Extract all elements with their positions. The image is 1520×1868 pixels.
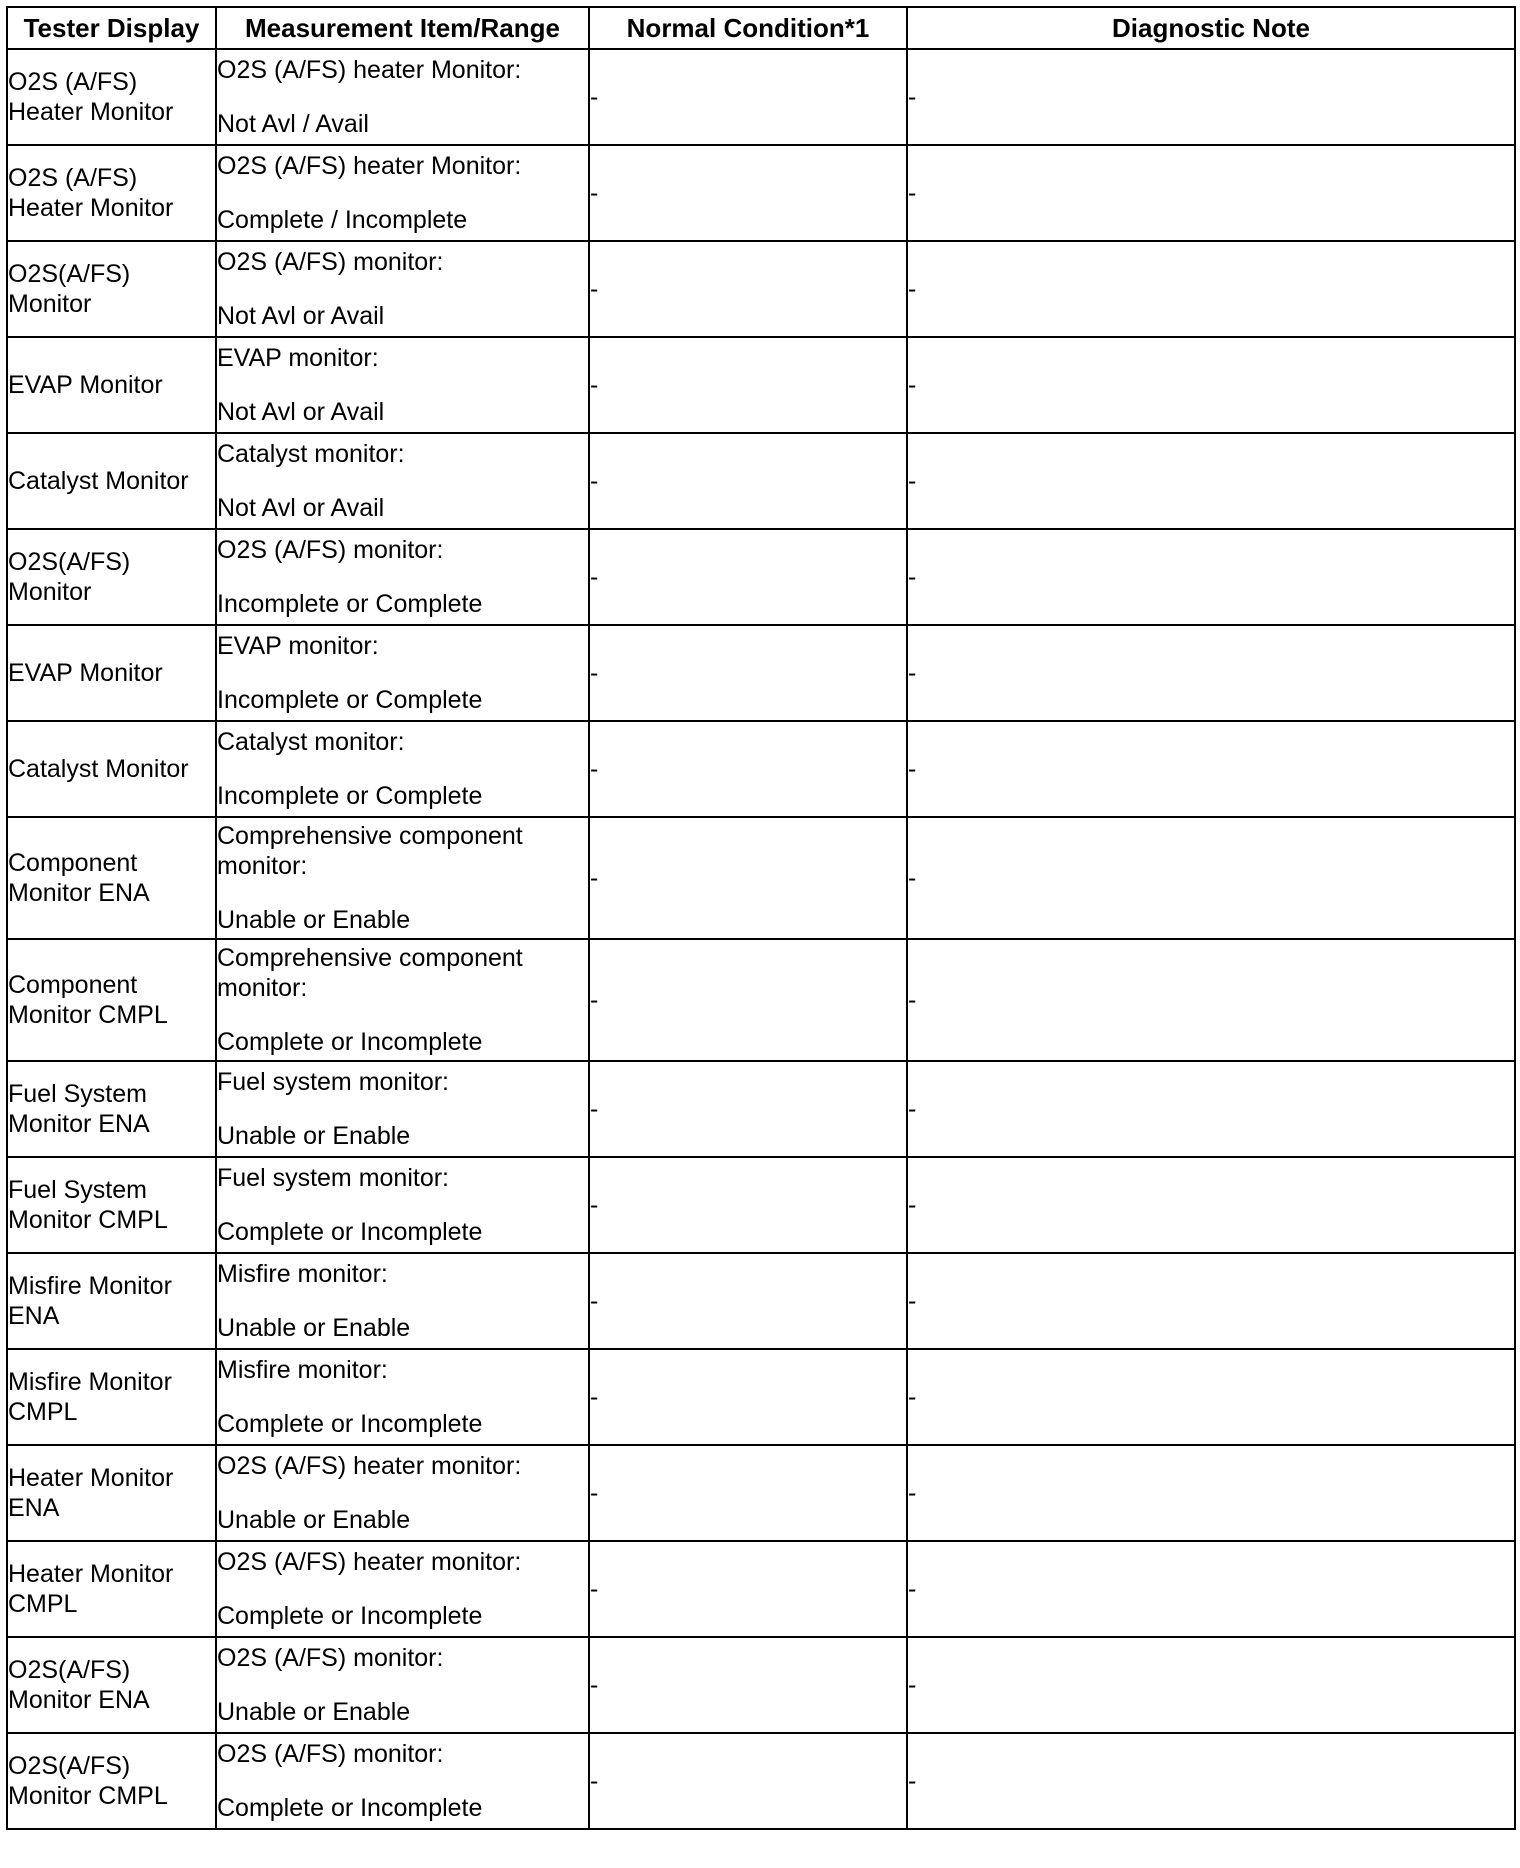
table-row (7, 1157, 1515, 1253)
table-row (7, 1637, 1515, 1733)
measurement-range: Not Avl or Avail (217, 302, 385, 330)
cell-normal-condition: - (589, 529, 907, 625)
cell-diagnostic-note: - (907, 337, 1515, 433)
cell-measurement-item (216, 529, 589, 625)
cell-tester-display (7, 625, 216, 721)
cell-diagnostic-note: - (907, 1445, 1515, 1541)
cell-normal-condition: - (589, 625, 907, 721)
table-row (7, 625, 1515, 721)
cell-normal-condition: - (589, 1349, 907, 1445)
cell-diagnostic-note: - (907, 433, 1515, 529)
tester-display-text: O2S (A/FS) Heater Monitor (8, 164, 174, 222)
cell-diagnostic-note: - (907, 1349, 1515, 1445)
cell-normal-condition: - (589, 49, 907, 145)
cell-tester-display (7, 1637, 216, 1733)
cell-tester-display (7, 939, 216, 1061)
cell-normal-condition: - (589, 939, 907, 1061)
cell-measurement-item (216, 1637, 589, 1733)
measurement-item-label: Catalyst monitor: (217, 728, 405, 756)
measurement-item-label: O2S (A/FS) heater Monitor: (217, 56, 522, 84)
cell-measurement-item (216, 1157, 589, 1253)
table-row (7, 337, 1515, 433)
table-row (7, 1541, 1515, 1637)
cell-measurement-item (216, 817, 589, 939)
cell-normal-condition: - (589, 1637, 907, 1733)
cell-diagnostic-note: - (907, 625, 1515, 721)
cell-normal-condition: - (589, 817, 907, 939)
cell-normal-condition: - (589, 1157, 907, 1253)
cell-diagnostic-note: - (907, 1061, 1515, 1157)
cell-normal-condition: - (589, 337, 907, 433)
diagnostic-table-container (6, 6, 1514, 1830)
cell-measurement-item (216, 145, 589, 241)
table-row (7, 529, 1515, 625)
table-row (7, 939, 1515, 1061)
tester-display-text: Misfire Monitor CMPL (8, 1368, 172, 1426)
measurement-range: Complete / Incomplete (217, 206, 468, 234)
cell-diagnostic-note: - (907, 529, 1515, 625)
tester-display-text: Fuel System Monitor ENA (8, 1080, 150, 1138)
header-measurement-item-range: Measurement Item/Range (216, 7, 589, 49)
cell-measurement-item (216, 1349, 589, 1445)
cell-measurement-item (216, 1061, 589, 1157)
cell-tester-display (7, 145, 216, 241)
cell-normal-condition: - (589, 241, 907, 337)
measurement-item-label: Catalyst monitor: (217, 440, 405, 468)
header-tester-display: Tester Display (7, 7, 216, 49)
cell-diagnostic-note: - (907, 817, 1515, 939)
table-row (7, 1445, 1515, 1541)
cell-tester-display (7, 49, 216, 145)
measurement-range: Not Avl or Avail (217, 494, 385, 522)
measurement-range: Unable or Enable (217, 1314, 411, 1342)
measurement-item-label: EVAP monitor: (217, 344, 379, 372)
cell-normal-condition: - (589, 1061, 907, 1157)
cell-tester-display (7, 1349, 216, 1445)
table-row (7, 49, 1515, 145)
cell-normal-condition: - (589, 721, 907, 817)
header-diagnostic-note: Diagnostic Note (907, 7, 1515, 49)
cell-measurement-item (216, 1541, 589, 1637)
measurement-range: Incomplete or Complete (217, 782, 483, 810)
cell-measurement-item (216, 49, 589, 145)
cell-measurement-item (216, 1445, 589, 1541)
cell-normal-condition: - (589, 433, 907, 529)
cell-tester-display (7, 241, 216, 337)
measurement-item-label: Misfire monitor: (217, 1356, 388, 1384)
cell-diagnostic-note: - (907, 939, 1515, 1061)
measurement-range: Unable or Enable (217, 1698, 411, 1726)
cell-diagnostic-note: - (907, 1637, 1515, 1733)
cell-diagnostic-note: - (907, 49, 1515, 145)
measurement-item-label: O2S (A/FS) heater monitor: (217, 1452, 522, 1480)
cell-measurement-item (216, 721, 589, 817)
cell-diagnostic-note: - (907, 1733, 1515, 1829)
cell-tester-display (7, 721, 216, 817)
cell-tester-display (7, 529, 216, 625)
table-header-row (7, 7, 1515, 49)
cell-normal-condition: - (589, 1445, 907, 1541)
cell-diagnostic-note: - (907, 241, 1515, 337)
cell-tester-display (7, 1445, 216, 1541)
cell-normal-condition: - (589, 1541, 907, 1637)
table-row (7, 145, 1515, 241)
cell-measurement-item (216, 433, 589, 529)
tester-display-text: EVAP Monitor (8, 659, 163, 687)
cell-measurement-item (216, 625, 589, 721)
measurement-range: Complete or Incomplete (217, 1410, 483, 1438)
cell-measurement-item (216, 1253, 589, 1349)
measurement-item-label: O2S (A/FS) monitor: (217, 1740, 444, 1768)
cell-tester-display (7, 1253, 216, 1349)
table-row (7, 721, 1515, 817)
tester-display-text: O2S(A/FS) Monitor (8, 548, 131, 606)
measurement-range: Unable or Enable (217, 1122, 411, 1150)
cell-tester-display (7, 1157, 216, 1253)
cell-tester-display (7, 1541, 216, 1637)
table-row (7, 1349, 1515, 1445)
measurement-range: Incomplete or Complete (217, 590, 483, 618)
cell-measurement-item (216, 939, 589, 1061)
measurement-item-label: O2S (A/FS) monitor: (217, 536, 444, 564)
cell-tester-display (7, 1061, 216, 1157)
tester-display-text: Fuel System Monitor CMPL (8, 1176, 168, 1234)
table-row (7, 1733, 1515, 1829)
measurement-item-label: Fuel system monitor: (217, 1164, 450, 1192)
table-row (7, 1253, 1515, 1349)
tester-display-text: Catalyst Monitor (8, 467, 189, 495)
measurement-range: Complete or Incomplete (217, 1794, 483, 1822)
table-row (7, 241, 1515, 337)
tester-display-text: Misfire Monitor ENA (8, 1272, 172, 1330)
cell-diagnostic-note: - (907, 1541, 1515, 1637)
tester-display-text: EVAP Monitor (8, 371, 163, 399)
tester-display-text: O2S (A/FS) Heater Monitor (8, 68, 174, 126)
cell-diagnostic-note: - (907, 145, 1515, 241)
cell-measurement-item (216, 1733, 589, 1829)
tester-display-text: Component Monitor ENA (8, 849, 150, 907)
measurement-item-label: O2S (A/FS) heater monitor: (217, 1548, 522, 1576)
tester-display-text: O2S(A/FS) Monitor (8, 260, 131, 318)
tester-display-text: Component Monitor CMPL (8, 971, 168, 1029)
measurement-item-label: Fuel system monitor: (217, 1068, 450, 1096)
measurement-range: Unable or Enable (217, 906, 411, 934)
cell-tester-display (7, 433, 216, 529)
measurement-item-label: O2S (A/FS) monitor: (217, 1644, 444, 1672)
cell-diagnostic-note: - (907, 721, 1515, 817)
measurement-item-label: Comprehensive component monitor: (217, 822, 523, 880)
cell-tester-display (7, 817, 216, 939)
table-row (7, 1061, 1515, 1157)
tester-display-text: Heater Monitor CMPL (8, 1560, 174, 1618)
tester-display-text: O2S(A/FS) Monitor ENA (8, 1656, 150, 1714)
measurement-item-label: EVAP monitor: (217, 632, 379, 660)
measurement-item-label: Misfire monitor: (217, 1260, 388, 1288)
tester-display-text: Catalyst Monitor (8, 755, 189, 783)
measurement-range: Not Avl / Avail (217, 110, 369, 138)
tester-display-text: O2S(A/FS) Monitor CMPL (8, 1752, 168, 1810)
cell-tester-display (7, 337, 216, 433)
measurement-range: Unable or Enable (217, 1506, 411, 1534)
measurement-item-label: Comprehensive component monitor: (217, 944, 523, 1002)
cell-diagnostic-note: - (907, 1157, 1515, 1253)
cell-normal-condition: - (589, 145, 907, 241)
measurement-range: Complete or Incomplete (217, 1602, 483, 1630)
cell-normal-condition: - (589, 1733, 907, 1829)
tester-display-text: Heater Monitor ENA (8, 1464, 174, 1522)
cell-normal-condition: - (589, 1253, 907, 1349)
measurement-range: Complete or Incomplete (217, 1218, 483, 1246)
table-row (7, 817, 1515, 939)
measurement-item-label: O2S (A/FS) heater Monitor: (217, 152, 522, 180)
measurement-item-label: O2S (A/FS) monitor: (217, 248, 444, 276)
table-body (7, 49, 1515, 1829)
cell-measurement-item (216, 241, 589, 337)
measurement-range: Complete or Incomplete (217, 1028, 483, 1056)
cell-diagnostic-note: - (907, 1253, 1515, 1349)
measurement-range: Not Avl or Avail (217, 398, 385, 426)
cell-measurement-item (216, 337, 589, 433)
diagnostic-table (6, 6, 1516, 1830)
header-normal-condition: Normal Condition*1 (589, 7, 907, 49)
table-row (7, 433, 1515, 529)
measurement-range: Incomplete or Complete (217, 686, 483, 714)
cell-tester-display (7, 1733, 216, 1829)
